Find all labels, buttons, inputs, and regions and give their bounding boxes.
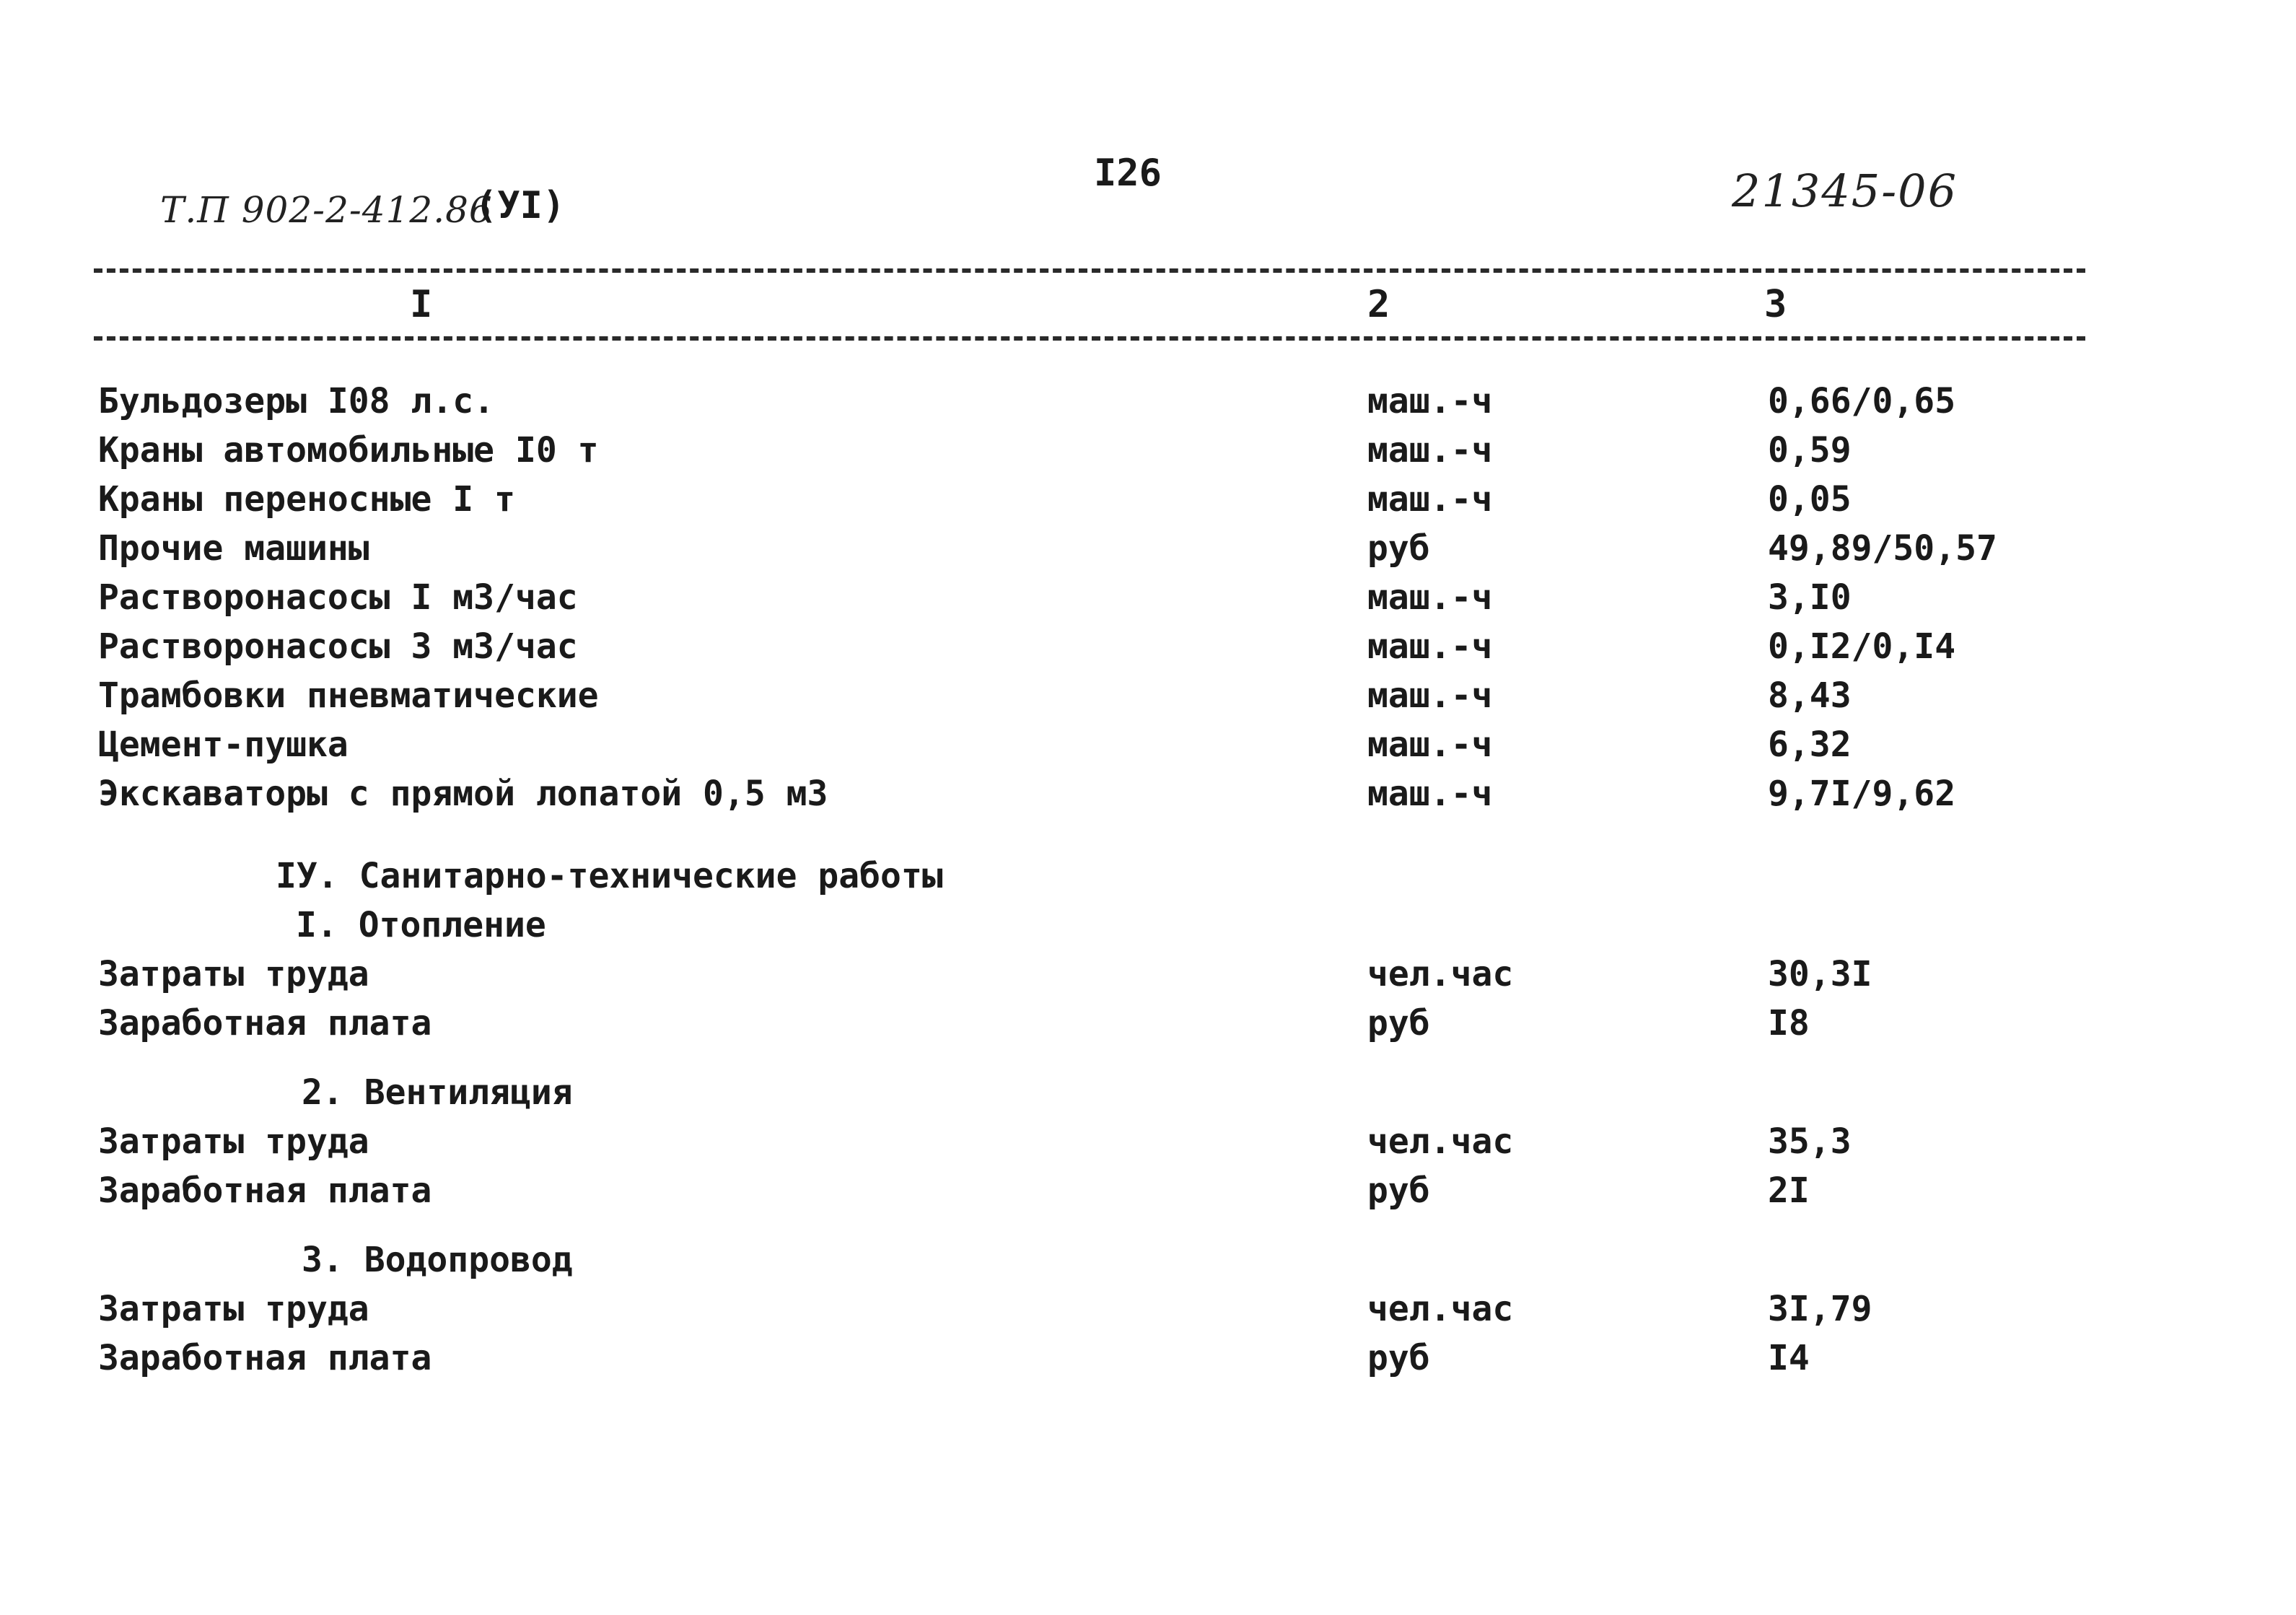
row-unit: чел.час (1367, 1289, 1514, 1329)
table-row (0, 1284, 2296, 1334)
row-value: 6,32 (1768, 725, 1852, 765)
row-value: 30,3I (1768, 954, 1872, 994)
row-value: 3I,79 (1768, 1289, 1872, 1329)
row-value: 2I (1768, 1170, 1810, 1211)
row-value: I8 (1768, 1003, 1810, 1043)
row-unit: чел.час (1367, 1121, 1514, 1162)
row-name: Экскаваторы с прямой лопатой 0,5 м3 (98, 774, 828, 814)
column-header-2: 2 (1367, 283, 1390, 326)
column-header-1: I (410, 283, 433, 326)
row-name: Затраты труда (98, 954, 369, 994)
row-unit: чел.час (1367, 954, 1514, 994)
table-row (0, 622, 2296, 671)
table-row (0, 573, 2296, 622)
row-name: Заработная плата (98, 1338, 432, 1378)
inventory-number: 21345-06 (1732, 165, 1958, 217)
row-name: Трамбовки пневматические (98, 675, 599, 716)
row-value: I4 (1768, 1338, 1810, 1378)
table-row (0, 426, 2296, 475)
table-row (0, 999, 2296, 1048)
table-row (0, 475, 2296, 524)
row-value: 0,I2/0,I4 (1768, 626, 1956, 667)
row-value: 0,05 (1768, 479, 1852, 520)
row-name: Краны переносные I т (98, 479, 515, 520)
row-value: 35,3 (1768, 1121, 1852, 1162)
table-row (0, 769, 2296, 818)
row-name: Растворонасосы 3 м3/час (98, 626, 578, 667)
row-name: Цемент-пушка (98, 725, 349, 765)
row-value: 9,7I/9,62 (1768, 774, 1956, 814)
row-unit: маш.-ч (1367, 675, 1493, 716)
row-name: Краны автомобильные I0 т (98, 430, 599, 471)
table-row (0, 950, 2296, 999)
row-unit: маш.-ч (1367, 430, 1493, 471)
row-name: Бульдозеры I08 л.с. (98, 381, 495, 421)
row-name: Заработная плата (98, 1170, 432, 1211)
section-title: IУ. Санитарно-технические работы (276, 856, 943, 896)
row-unit: маш.-ч (1367, 479, 1493, 520)
row-value: 3,I0 (1768, 577, 1852, 618)
row-value: 8,43 (1768, 675, 1852, 716)
row-value: 49,89/50,57 (1768, 528, 1997, 569)
row-unit: руб (1367, 1170, 1430, 1211)
row-unit: маш.-ч (1367, 577, 1493, 618)
row-name: Растворонасосы I м3/час (98, 577, 578, 618)
subsection-title-ventilation: 2. Вентиляция (302, 1072, 573, 1113)
table-row (0, 1334, 2296, 1383)
row-value: 0,59 (1768, 430, 1852, 471)
table-row (0, 524, 2296, 573)
table-row (0, 377, 2296, 426)
row-unit: маш.-ч (1367, 774, 1493, 814)
row-unit: маш.-ч (1367, 725, 1493, 765)
row-unit: руб (1367, 1003, 1430, 1043)
table-row (0, 720, 2296, 769)
row-name: Заработная плата (98, 1003, 432, 1043)
subsection-title-water-supply: 3. Водопровод (302, 1240, 573, 1280)
table-row (0, 671, 2296, 720)
table-row (0, 1117, 2296, 1166)
table-header-rule (94, 336, 2085, 341)
subsection-title-heating: I. Отопление (296, 905, 546, 945)
document-code: Т.П 902-2-412.86 (160, 189, 493, 231)
row-name: Прочие машины (98, 528, 369, 569)
table-top-rule (94, 268, 2085, 273)
row-value: 0,66/0,65 (1768, 381, 1956, 421)
row-unit: маш.-ч (1367, 626, 1493, 667)
row-unit: руб (1367, 528, 1430, 569)
table-row (0, 1166, 2296, 1215)
row-unit: маш.-ч (1367, 381, 1493, 421)
row-name: Затраты труда (98, 1289, 369, 1329)
row-unit: руб (1367, 1338, 1430, 1378)
column-header-3: 3 (1764, 283, 1787, 326)
row-name: Затраты труда (98, 1121, 369, 1162)
page-number: I26 (1094, 152, 1162, 195)
volume-label: (УI) (475, 184, 566, 227)
